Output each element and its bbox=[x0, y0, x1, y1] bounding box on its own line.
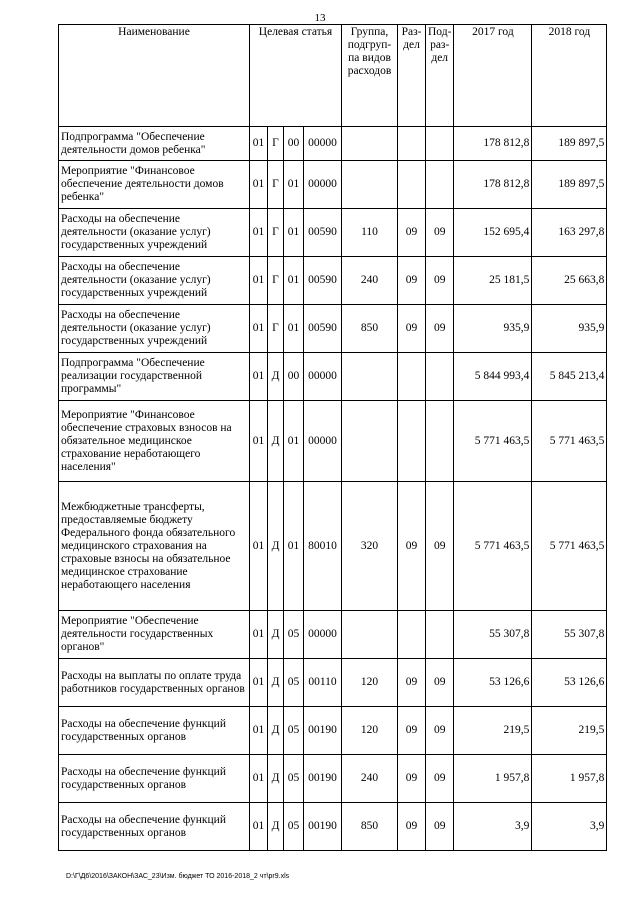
section: 09 bbox=[398, 305, 426, 353]
row-name: Расходы на обеспечение деятельности (оказание услуг) государственных учреждений bbox=[59, 305, 250, 353]
amount-2017: 178 812,8 bbox=[454, 161, 532, 209]
amount-2017: 219,5 bbox=[454, 707, 532, 755]
row-name: Расходы на обеспечение деятельности (оказание услуг) государственных учреждений bbox=[59, 209, 250, 257]
code-event: 05 bbox=[284, 659, 304, 707]
expense-group bbox=[342, 161, 398, 209]
code-letter: Г bbox=[268, 209, 284, 257]
table-row bbox=[59, 257, 607, 305]
code-event: 01 bbox=[284, 482, 304, 611]
expense-group: 850 bbox=[342, 803, 398, 851]
table-row bbox=[59, 803, 607, 851]
header-expense-group: Группа, подгруп-па видов расходов bbox=[342, 25, 398, 127]
code-letter: Д bbox=[268, 659, 284, 707]
amount-2018: 3,9 bbox=[532, 803, 607, 851]
subsection: 09 bbox=[426, 803, 454, 851]
subsection bbox=[426, 353, 454, 401]
row-name: Расходы на обеспечение функций государственных органов bbox=[59, 803, 250, 851]
code-program: 01 bbox=[250, 803, 268, 851]
section: 09 bbox=[398, 803, 426, 851]
table-row bbox=[59, 401, 607, 482]
amount-2018: 219,5 bbox=[532, 707, 607, 755]
code-direction: 00000 bbox=[304, 161, 342, 209]
code-event: 05 bbox=[284, 803, 304, 851]
amount-2017: 5 844 993,4 bbox=[454, 353, 532, 401]
table-body bbox=[59, 127, 607, 851]
code-direction: 00590 bbox=[304, 257, 342, 305]
code-event: 01 bbox=[284, 161, 304, 209]
header-subsection: Под-раз-дел bbox=[426, 25, 454, 127]
code-letter: Д bbox=[268, 611, 284, 659]
subsection bbox=[426, 127, 454, 161]
amount-2017: 3,9 bbox=[454, 803, 532, 851]
row-name: Расходы на обеспечение деятельности (оказание услуг) государственных учреждений bbox=[59, 257, 250, 305]
header-year-2018: 2018 год bbox=[532, 25, 607, 127]
expense-group bbox=[342, 401, 398, 482]
code-direction: 00000 bbox=[304, 353, 342, 401]
expense-group: 320 bbox=[342, 482, 398, 611]
section: 09 bbox=[398, 659, 426, 707]
section bbox=[398, 611, 426, 659]
code-direction: 00190 bbox=[304, 755, 342, 803]
section: 09 bbox=[398, 209, 426, 257]
table-row bbox=[59, 209, 607, 257]
section bbox=[398, 161, 426, 209]
header-name: Наименование bbox=[59, 25, 250, 127]
amount-2017: 935,9 bbox=[454, 305, 532, 353]
expense-group: 120 bbox=[342, 659, 398, 707]
code-program: 01 bbox=[250, 305, 268, 353]
amount-2018: 935,9 bbox=[532, 305, 607, 353]
row-name: Расходы на выплаты по оплате труда работников государственных органов bbox=[59, 659, 250, 707]
code-event: 05 bbox=[284, 707, 304, 755]
page-number: 13 bbox=[314, 12, 326, 24]
code-program: 01 bbox=[250, 127, 268, 161]
code-program: 01 bbox=[250, 257, 268, 305]
header-target-article: Целевая статья bbox=[250, 25, 342, 127]
amount-2018: 189 897,5 bbox=[532, 161, 607, 209]
subsection: 09 bbox=[426, 209, 454, 257]
code-event: 05 bbox=[284, 755, 304, 803]
table-row bbox=[59, 353, 607, 401]
expense-group bbox=[342, 611, 398, 659]
expense-group bbox=[342, 353, 398, 401]
table-row bbox=[59, 755, 607, 803]
header-section: Раз-дел bbox=[398, 25, 426, 127]
expense-group: 240 bbox=[342, 257, 398, 305]
file-path-footer: D:\Г\Д6\2016\ЗАКОН\ЗАС_23\Изм. бюджет ТО 2016-2018_2 чт\pr9.xls bbox=[66, 873, 290, 880]
amount-2018: 25 663,8 bbox=[532, 257, 607, 305]
table-row bbox=[59, 707, 607, 755]
code-direction: 00000 bbox=[304, 127, 342, 161]
table-row bbox=[59, 127, 607, 161]
code-event: 01 bbox=[284, 209, 304, 257]
row-name: Мероприятие "Обеспечение деятельности государственных органов" bbox=[59, 611, 250, 659]
subsection bbox=[426, 401, 454, 482]
code-program: 01 bbox=[250, 659, 268, 707]
code-program: 01 bbox=[250, 755, 268, 803]
expense-group: 120 bbox=[342, 707, 398, 755]
table-header-row bbox=[59, 25, 607, 127]
expense-group: 240 bbox=[342, 755, 398, 803]
header-year-2017: 2017 год bbox=[454, 25, 532, 127]
subsection: 09 bbox=[426, 659, 454, 707]
code-direction: 00190 bbox=[304, 803, 342, 851]
amount-2017: 178 812,8 bbox=[454, 127, 532, 161]
code-program: 01 bbox=[250, 209, 268, 257]
code-event: 01 bbox=[284, 305, 304, 353]
amount-2018: 1 957,8 bbox=[532, 755, 607, 803]
code-event: 01 bbox=[284, 257, 304, 305]
expense-group bbox=[342, 127, 398, 161]
row-name: Расходы на обеспечение функций государственных органов bbox=[59, 707, 250, 755]
code-direction: 00110 bbox=[304, 659, 342, 707]
code-letter: Г bbox=[268, 257, 284, 305]
code-event: 05 bbox=[284, 611, 304, 659]
code-letter: Д bbox=[268, 482, 284, 611]
code-letter: Д bbox=[268, 755, 284, 803]
amount-2017: 1 957,8 bbox=[454, 755, 532, 803]
amount-2018: 163 297,8 bbox=[532, 209, 607, 257]
code-direction: 00000 bbox=[304, 611, 342, 659]
row-name: Межбюджетные трансферты, предоставляемые бюджету Федерального фонда обязательного медицинского страхования на страховые взносы на обязательное медицинское страхование неработающего населения bbox=[59, 482, 250, 611]
amount-2018: 5 771 463,5 bbox=[532, 482, 607, 611]
table-row bbox=[59, 611, 607, 659]
amount-2017: 5 771 463,5 bbox=[454, 482, 532, 611]
section bbox=[398, 401, 426, 482]
code-program: 01 bbox=[250, 611, 268, 659]
section: 09 bbox=[398, 707, 426, 755]
code-letter: Д bbox=[268, 401, 284, 482]
code-program: 01 bbox=[250, 707, 268, 755]
code-direction: 00000 bbox=[304, 401, 342, 482]
code-program: 01 bbox=[250, 482, 268, 611]
code-direction: 00590 bbox=[304, 209, 342, 257]
table-row bbox=[59, 161, 607, 209]
section: 09 bbox=[398, 482, 426, 611]
table-row bbox=[59, 305, 607, 353]
row-name: Подпрограмма "Обеспечение реализации государственной программы" bbox=[59, 353, 250, 401]
code-event: 01 bbox=[284, 401, 304, 482]
table-row bbox=[59, 482, 607, 611]
code-letter: Д bbox=[268, 803, 284, 851]
row-name: Мероприятие "Финансовое обеспечение деятельности домов ребенка" bbox=[59, 161, 250, 209]
code-program: 01 bbox=[250, 161, 268, 209]
expense-group: 110 bbox=[342, 209, 398, 257]
code-letter: Д bbox=[268, 353, 284, 401]
subsection bbox=[426, 161, 454, 209]
row-name: Подпрограмма "Обеспечение деятельности домов ребенка" bbox=[59, 127, 250, 161]
amount-2018: 189 897,5 bbox=[532, 127, 607, 161]
code-program: 01 bbox=[250, 353, 268, 401]
row-name: Мероприятие "Финансовое обеспечение страховых взносов на обязательное медицинское страхование неработающего населения" bbox=[59, 401, 250, 482]
code-letter: Д bbox=[268, 707, 284, 755]
subsection: 09 bbox=[426, 482, 454, 611]
section: 09 bbox=[398, 257, 426, 305]
section: 09 bbox=[398, 755, 426, 803]
code-letter: Г bbox=[268, 127, 284, 161]
code-direction: 80010 bbox=[304, 482, 342, 611]
subsection: 09 bbox=[426, 707, 454, 755]
amount-2018: 5 845 213,4 bbox=[532, 353, 607, 401]
code-letter: Г bbox=[268, 161, 284, 209]
amount-2017: 25 181,5 bbox=[454, 257, 532, 305]
code-direction: 00590 bbox=[304, 305, 342, 353]
amount-2018: 5 771 463,5 bbox=[532, 401, 607, 482]
section bbox=[398, 127, 426, 161]
section bbox=[398, 353, 426, 401]
amount-2017: 53 126,6 bbox=[454, 659, 532, 707]
amount-2017: 5 771 463,5 bbox=[454, 401, 532, 482]
amount-2017: 152 695,4 bbox=[454, 209, 532, 257]
code-direction: 00190 bbox=[304, 707, 342, 755]
subsection: 09 bbox=[426, 257, 454, 305]
subsection bbox=[426, 611, 454, 659]
code-event: 00 bbox=[284, 353, 304, 401]
amount-2018: 55 307,8 bbox=[532, 611, 607, 659]
code-program: 01 bbox=[250, 401, 268, 482]
subsection: 09 bbox=[426, 755, 454, 803]
row-name: Расходы на обеспечение функций государственных органов bbox=[59, 755, 250, 803]
subsection: 09 bbox=[426, 305, 454, 353]
table-row bbox=[59, 659, 607, 707]
amount-2017: 55 307,8 bbox=[454, 611, 532, 659]
code-letter: Г bbox=[268, 305, 284, 353]
expense-group: 850 bbox=[342, 305, 398, 353]
budget-table bbox=[58, 24, 607, 851]
amount-2018: 53 126,6 bbox=[532, 659, 607, 707]
code-event: 00 bbox=[284, 127, 304, 161]
